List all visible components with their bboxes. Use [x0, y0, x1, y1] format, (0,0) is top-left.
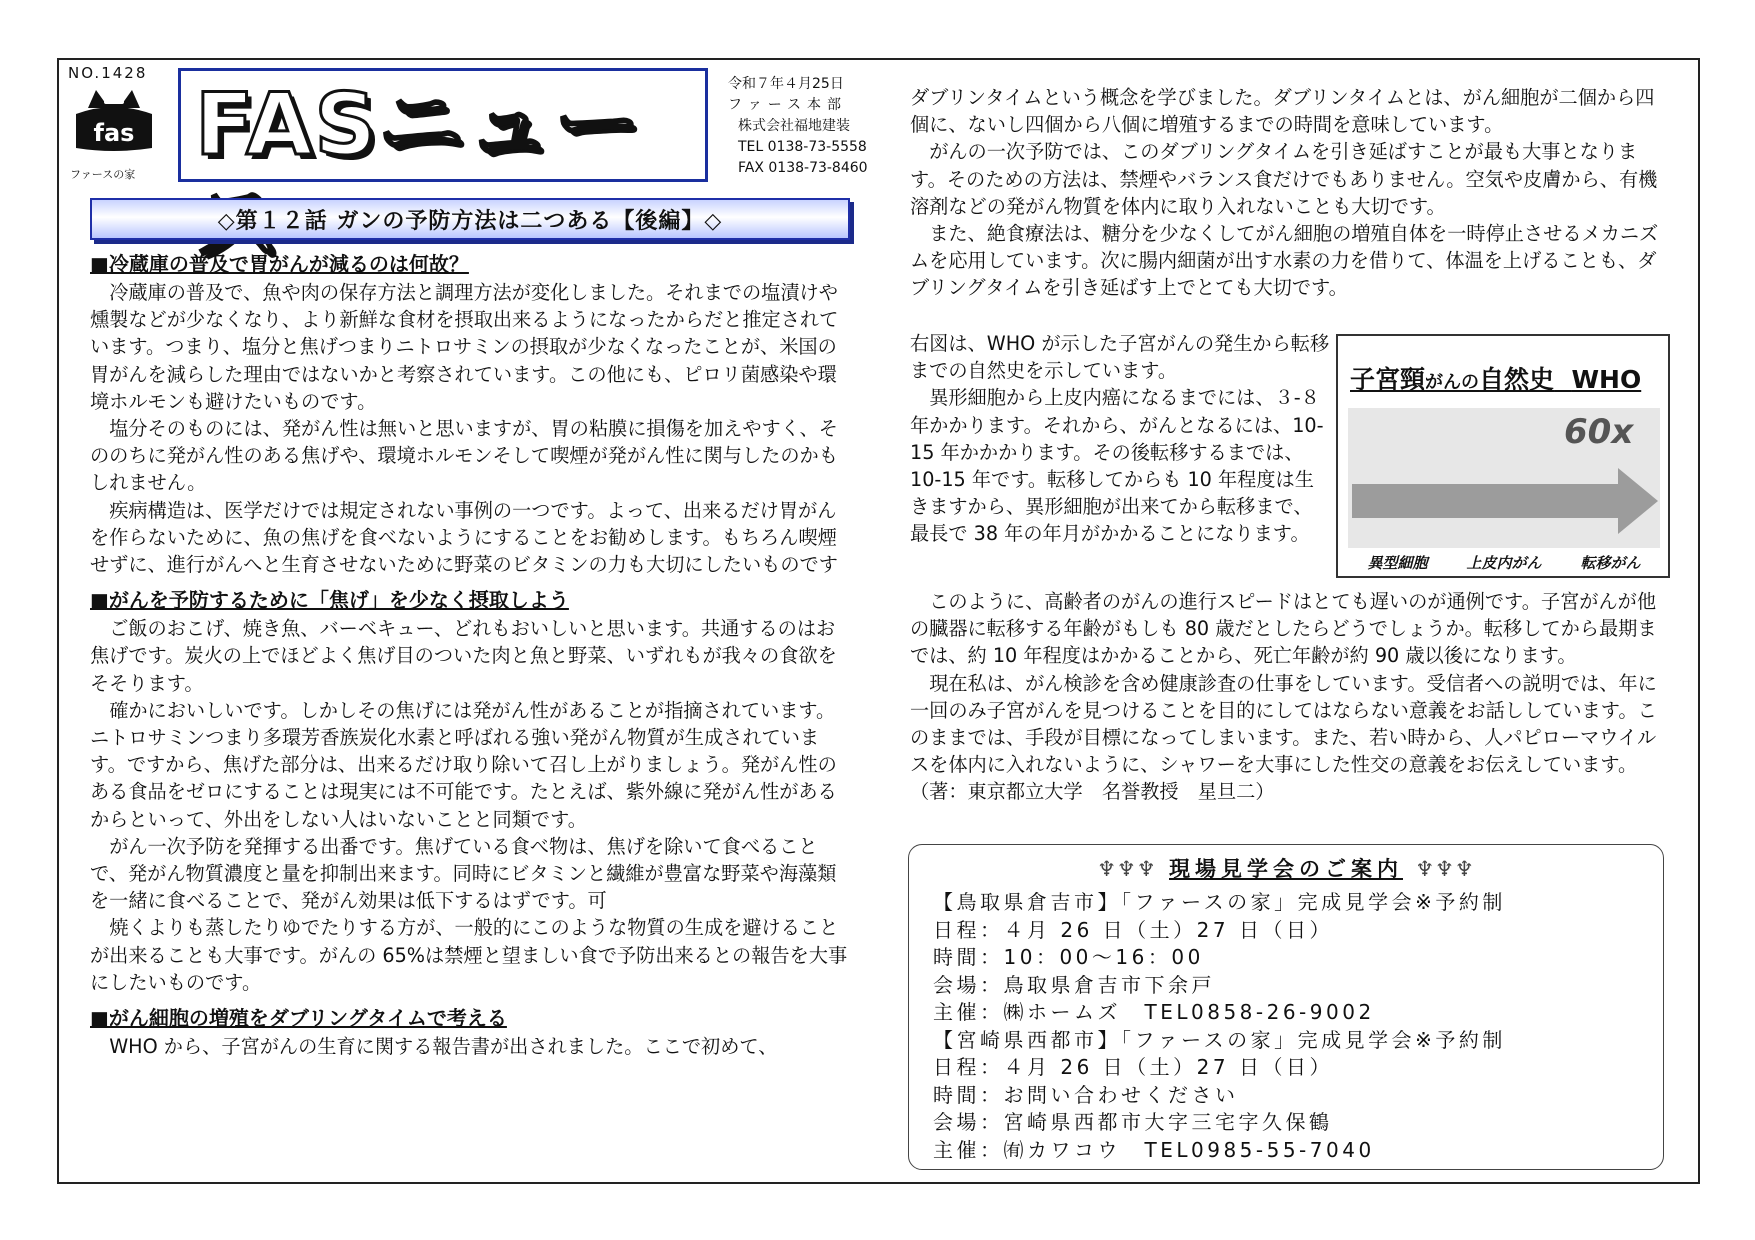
paragraph: 異形細胞から上皮内癌になるまでには、３-８年かかります。それから、がんとなるには、10-15 年かかかります。その後転移するまでは、10-15 年です。転移してからも 10 年程度は生きますから、異形細胞が出来てから転移まで、最長で 38 年の年月がかかることになります。	[910, 386, 1324, 546]
paragraph: このように、高齢者のがんの進行スピードはとても遅いのが通例です。子宮がんが他の臓器に転移する年齢がもしも 80 歳だとしたらどうでしょうか。転移してから最期までは、約 10 年程度はかかることから、死亡年齢が約 90 歳以後になります。	[910, 590, 1657, 668]
figure-labels	[1348, 552, 1660, 573]
event-line: 主催：㈱ホームズ TEL0858-26-9002	[933, 1000, 1375, 1024]
deco-left-icon: ♆♆♆	[1097, 857, 1157, 881]
deco-right-icon: ♆♆♆	[1415, 857, 1475, 881]
paragraph: 焼くよりも蒸したりゆでたりする方が、一般的にこのような物質の生成を避けることが出来ることも大事です。がんの 65%は禁煙と望ましい食で予防出来るとの報告を大事にしたいものです。	[90, 916, 848, 994]
event-line: 【鳥取県倉吉市】「ファースの家」完成見学会※予約制	[933, 890, 1506, 914]
paragraph: 冷蔵庫の普及で、魚や肉の保存方法と調理方法が変化しました。それまでの塩漬けや燻製などが少なくなり、より新鮮な食材を摂取出来るようになったからだと推定されています。つまり、塩分と焦げつまりニトロサミンの摂取が少なくなったことが、米国の胃がんを減らした理由ではないかと考察されています。この他にも、ピロリ菌感染や環境ホルモンも避けたいものです。	[90, 281, 839, 413]
timeline-arrowhead-icon	[1618, 468, 1658, 534]
paragraph: がんの一次予防では、このダブリングタイムを引き延ばすことが最も大事となります。そのための方法は、禁煙やバランス食だけでもありません。空気や皮膚から、有機溶剤などの発がん物質を体内に取り入れないことも大切です。	[910, 140, 1658, 218]
figure-label: 上皮内がん	[1466, 554, 1542, 572]
paragraph: ダブリンタイムという概念を学びました。ダブリンタイムとは、がん細胞が二個から四個に、ないし四個から八個に増殖するまでの時間を意味しています。	[910, 86, 1655, 137]
paragraph: がん一次予防を発揮する出番です。焦げている食べ物は、焦げを除いて食べることで、発がん物質濃度と量を抑制出来ます。同時にビタミンと繊維が豊富な野菜や海藻類を一緒に食べることで、発がん効果は低下するはずです。可	[90, 834, 837, 913]
event-line: 時間：10：00～16：00	[933, 945, 1204, 969]
who-natural-history-figure	[1336, 334, 1670, 578]
open-house-box	[908, 844, 1664, 1170]
event-line: 日程：４月 26 日（土）27 日（日）	[933, 1055, 1333, 1079]
paragraph: 右図は、WHO が示した子宮がんの発生から転移までの自然史を示しています。	[910, 332, 1330, 383]
publisher-office: ファース本部	[728, 97, 848, 113]
paragraph: 疾病構造は、医学だけでは規定されない事例の一つです。よって、出来るだけ胃がんを作らないために、魚の焦げを食べないようにすることをお勧めします。もちろん喫煙せずに、進行がんへと生育させないために野菜のビタミンの力も大切にしたいものです	[90, 498, 838, 577]
event-line: 主催：㈲カワコウ TEL0985-55-7040	[933, 1137, 1375, 1162]
paragraph: ご飯のおこげ、焼き魚、バーベキュー、どれもおいしいと思います。共通するのはお焦げです。炭火の上でほどよく焦げ目のついた肉と魚と野菜、いずれもが我々の食欲をそそります。	[90, 617, 837, 695]
article-title: ◇第１２話 ガンの予防方法は二つある【後編】◇	[217, 208, 723, 234]
figure-chart-image	[1348, 408, 1660, 548]
figure-label: 転移がん	[1580, 554, 1641, 572]
open-house-title	[909, 853, 1663, 883]
publisher-info	[728, 74, 868, 179]
left-column	[90, 250, 852, 1060]
publisher-tel: TEL 0138-73-5558	[738, 139, 867, 155]
section-heading: ■がんを予防するために「焦げ」を少なく摂取しよう	[90, 588, 569, 613]
event-line: 会場：鳥取県倉吉市下余戸	[933, 972, 1215, 997]
masthead	[178, 68, 708, 182]
right-column-top	[910, 84, 1670, 302]
right-column-bottom	[910, 588, 1670, 806]
fas-cat-logo-icon	[70, 88, 158, 152]
paragraph: 確かにおいしいです。しかしその焦げには発がん性があることが指摘されています。ニトロサミンつまり多環芳香族炭化水素と呼ばれる強い発がん物質が生成されています。ですから、焦げた部分は、出来るだけ取り除いて召し上がりましょう。発がん性のある食品をゼロにすることは現実には不可能です。たとえば、紫外線に発がん性があるからといって、外出をしない人はいないことと同類です。	[90, 698, 837, 831]
open-house-heading: 現場見学会のご案内	[1169, 857, 1403, 881]
event-line: 日程：４月 26 日（土）27 日（日）	[933, 917, 1333, 942]
paragraph: また、絶食療法は、糖分を少なくしてがん細胞の増殖自体を一時停止させるメカニズムを応用しています。次に腸内細菌が出す水素の力を借りて、体温を上げることも、ダブリングタイムを引き延ばす上でとても大切です。	[910, 222, 1659, 300]
open-house-details	[933, 889, 1506, 1164]
paragraph: WHO から、子宮がんの生育に関する報告書が出されました。ここで初めて、	[109, 1035, 778, 1059]
publisher-company: 株式会社福地建装	[738, 118, 850, 134]
timeline-arrow	[1352, 484, 1618, 518]
figure-title: 子宮頸がんの自然史 WHO	[1350, 365, 1642, 394]
article-title-banner	[90, 198, 850, 240]
paragraph: 塩分そのものには、発がん性は無いと思いますが、胃の粘膜に損傷を加えやすく、そののちに発がん性のある焦げや、環境ホルモンそして喫煙が発がん性に関与したのかもしれません。	[90, 417, 838, 495]
event-line: 【宮崎県西都市】「ファースの家」完成見学会※予約制	[933, 1027, 1506, 1052]
figure-label: 異型細胞	[1367, 554, 1428, 572]
publisher-fax: FAX 0138-73-8460	[738, 160, 868, 176]
paragraph: 現在私は、がん検診を含め健康診査の仕事をしています。受信者への説明では、年に一回のみ子宮がんを見つけることを目的にしてはならない意義をお話ししています。このままでは、手段が目標になってしまいます。また、若い時から、人パピローマウイルスを体内に入れないように、シャワーを大事にした性交の意義をお伝えしています。 （著：東京都立大学 名誉教授 星旦二）	[910, 671, 1657, 804]
figure-side-text	[910, 330, 1330, 548]
figure-stamp: 60x	[1564, 412, 1634, 452]
newsletter-title: FASニュー	[195, 75, 643, 175]
issue-number: NO.1428	[68, 64, 148, 82]
logo-text: fas	[93, 119, 135, 147]
event-line: 時間：お問い合わせください	[933, 1082, 1239, 1107]
publish-date: 令和７年４月25日	[728, 76, 844, 92]
event-line: 会場：宮崎県西都市大字三宅字久保鶴	[933, 1110, 1333, 1134]
section-heading: ■がん細胞の増殖をダブリングタイムで考える	[90, 1006, 507, 1031]
section-heading: ■冷蔵庫の普及で胃がんが減るのは何故？	[90, 252, 469, 276]
logo-caption: ファースの家	[70, 168, 136, 181]
